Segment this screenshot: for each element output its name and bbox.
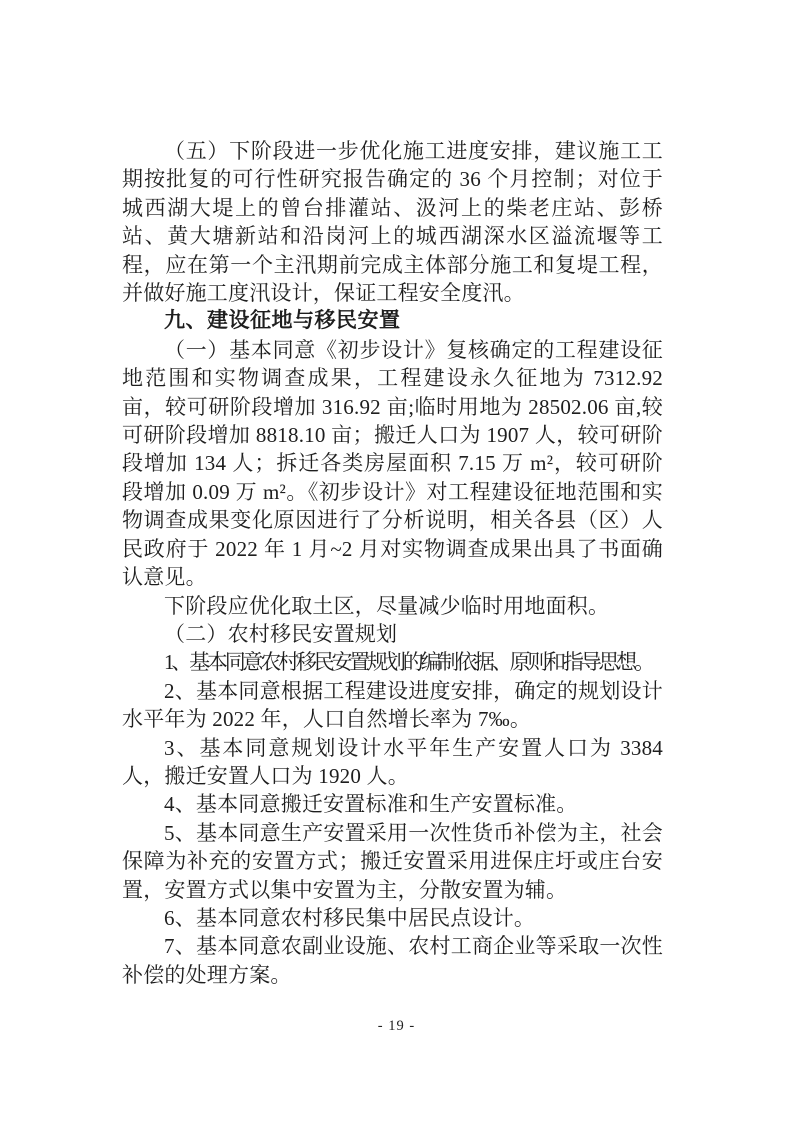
para-item-1-plan-basis: 1、基本同意农村移民安置规划的编制依据、原则和指导思想。 [164, 650, 652, 675]
para-item-7-sideline-compensation: 7、基本同意农副业设施、农村工商企业等采取一次性补偿的处理方案。 [122, 934, 663, 987]
para-item-3-resettlement-population: 3、基本同意规划设计水平年生产安置人口为 3384 人，搬迁安置人口为 1920 人。 [122, 735, 663, 788]
para-land-acquisition-survey: （一）基本同意《初步设计》复核确定的工程建设征地范围和实物调查成果，工程建设永久征地为 7312.92 亩，较可研阶段增加 316.92 亩;临时用地为 28502.06 亩,较可研阶段增加 8818.10 亩；搬迁人口为 1907 人，较可研阶段增加 134 人；拆迁各类房屋面积 7.15 万 m²，较可研阶段增加 0.09 万 m²。《初步设计》对工程建设征地范围和实物调查成果变化原因进行了分析说明，相关各县（区）人民政府于 2022 年 1 月~2 月对实物调查成果出具了书面确认意见。 [122, 337, 663, 590]
para-borrow-area-optimization: 下阶段应优化取土区，尽量减少临时用地面积。 [164, 593, 610, 618]
para-rural-resettlement-plan-subheading: （二）农村移民安置规划 [164, 621, 398, 646]
section-heading-land-acquisition-resettlement: 九、建设征地与移民安置 [164, 309, 401, 333]
page-number: - 19 - [377, 1018, 416, 1034]
para-item-6-settlement-point-design: 6、基本同意农村移民集中居民点设计。 [164, 905, 536, 930]
para-item-5-compensation-mode: 5、基本同意生产安置采用一次性货币补偿为主，社会保障为补充的安置方式；搬迁安置采用进保庄圩或庄台安置，安置方式以集中安置为主，分散安置为辅。 [122, 820, 663, 902]
document-body [122, 137, 663, 989]
para-construction-schedule: （五）下阶段进一步优化施工进度安排，建议施工工期按批复的可行性研究报告确定的 36 个月控制；对位于城西湖大堤上的曾台排灌站、汲河上的柴老庄站、彭桥站、黄大塘新站和沿岗河上的城西湖深水区溢流堰等工程，应在第一个主汛期前完成主体部分施工和复堤工程，并做好施工度汛设计，保证工程安全度汛。 [122, 139, 663, 306]
para-item-2-design-year: 2、基本同意根据工程建设进度安排，确定的规划设计水平年为 2022 年，人口自然增长率为 7‰。 [122, 678, 663, 732]
para-item-4-resettlement-standards: 4、基本同意搬迁安置标准和生产安置标准。 [164, 792, 578, 817]
